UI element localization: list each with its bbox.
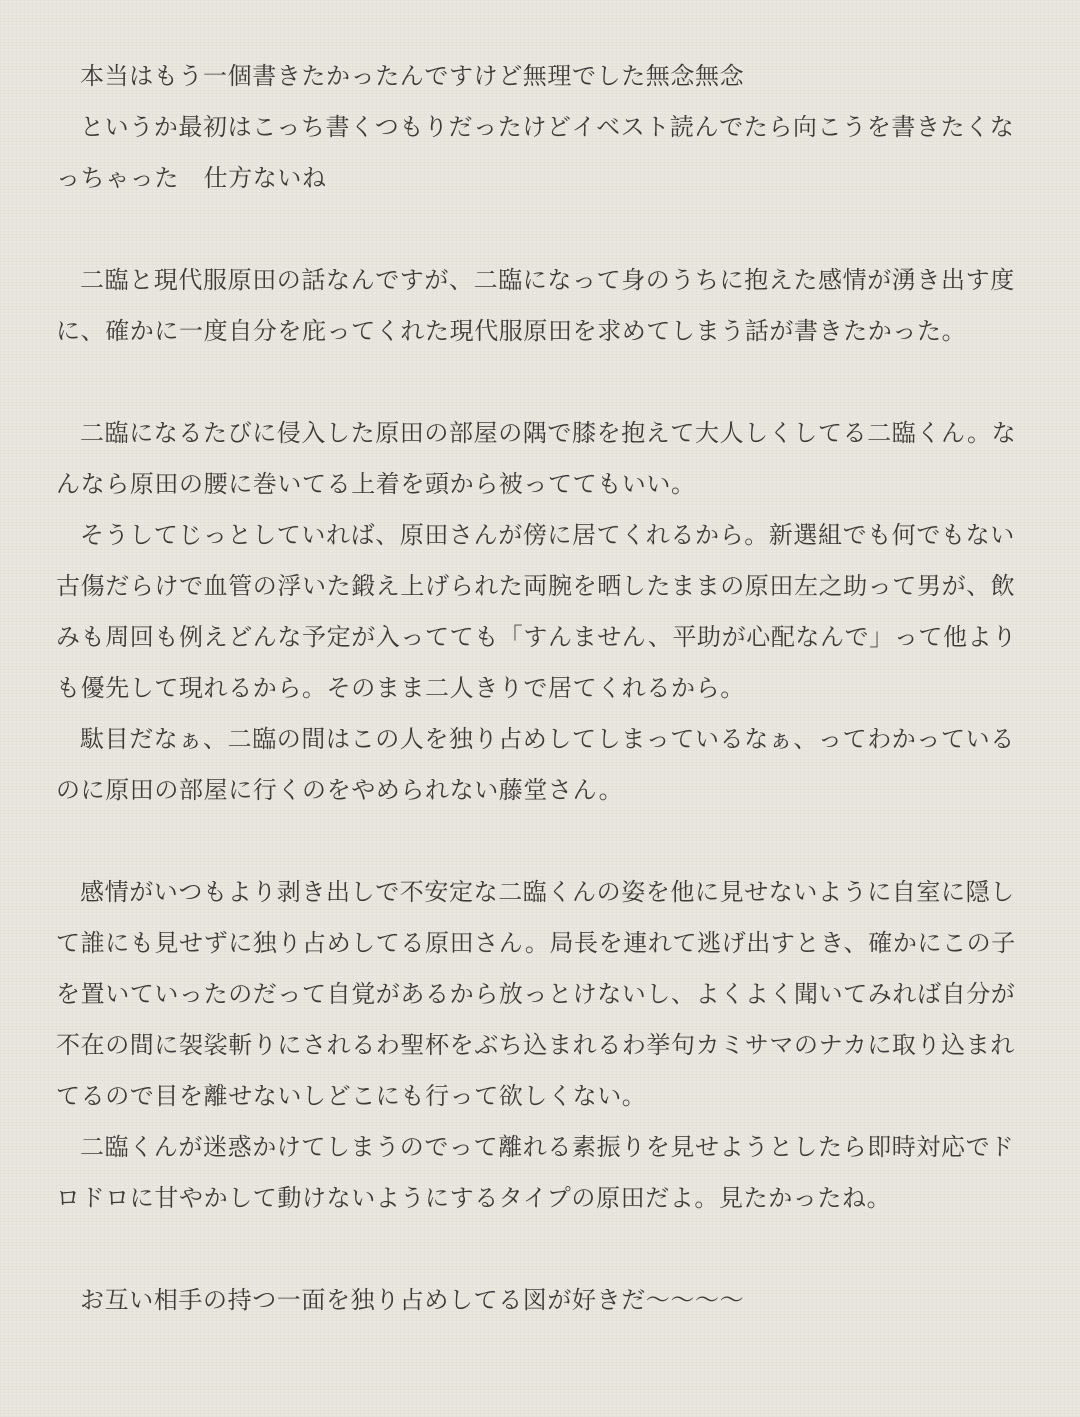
- blank-line: [56, 1224, 1022, 1275]
- paragraph: 感情がいつもより剥き出しで不安定な二臨くんの姿を他に見せないように自室に隠して誰にも見せずに独り占めしてる原田さん。局長を連れて逃げ出すとき、確かにこの子を置いていったのだって自覚があるから放っとけないし、よくよく聞いてみれば自分が不在の間に袈裟斬りにされるわ聖杯をぶち込まれるわ挙句カミサマのナカに取り込まれてるので目を離せないしどこにも行って欲しくない。: [56, 878, 1016, 1110]
- blank-line: [56, 357, 1022, 408]
- paragraph: というか最初はこっち書くつもりだったけどイベスト読んでたら向こうを書きたくなっちゃった 仕方ないね: [56, 113, 1015, 192]
- text-body: [56, 51, 1022, 1326]
- paragraph: そうしてじっとしていれば、原田さんが傍に居てくれるから。新選組でも何でもない古傷だらけで血管の浮いた鍛え上げられた両腕を晒したままの原田左之助って男が、飲みも周回も例えどんな予定が入ってても「すんません、平助が心配なんで」って他よりも優先して現れるから。そのまま二人きりで居てくれるから。: [56, 521, 1017, 702]
- paragraph: 二臨になるたびに侵入した原田の部屋の隅で膝を抱えて大人しくしてる二臨くん。なんなら原田の腰に巻いてる上着を頭から被っててもいい。: [56, 419, 1017, 498]
- paragraph: 駄目だなぁ、二臨の間はこの人を独り占めしてしまっているなぁ、ってわかっているのに原田の部屋に行くのをやめられない藤堂さん。: [56, 725, 1015, 804]
- paragraph: 本当はもう一個書きたかったんですけど無理でした無念無念: [80, 62, 745, 90]
- blank-line: [56, 204, 1022, 255]
- paragraph: 二臨くんが迷惑かけてしまうのでって離れる素振りを見せようとしたら即時対応でドロドロに甘やかして動けないようにするタイプの原田だよ。見たかったね。: [56, 1133, 1015, 1212]
- paragraph: お互い相手の持つ一面を独り占めしてる図が好きだ〜〜〜〜: [80, 1286, 745, 1314]
- blank-line: [56, 816, 1022, 867]
- paragraph: 二臨と現代服原田の話なんですが、二臨になって身のうちに抱えた感情が湧き出す度に、確かに一度自分を庇ってくれた現代服原田を求めてしまう話が書きたかった。: [56, 266, 1015, 345]
